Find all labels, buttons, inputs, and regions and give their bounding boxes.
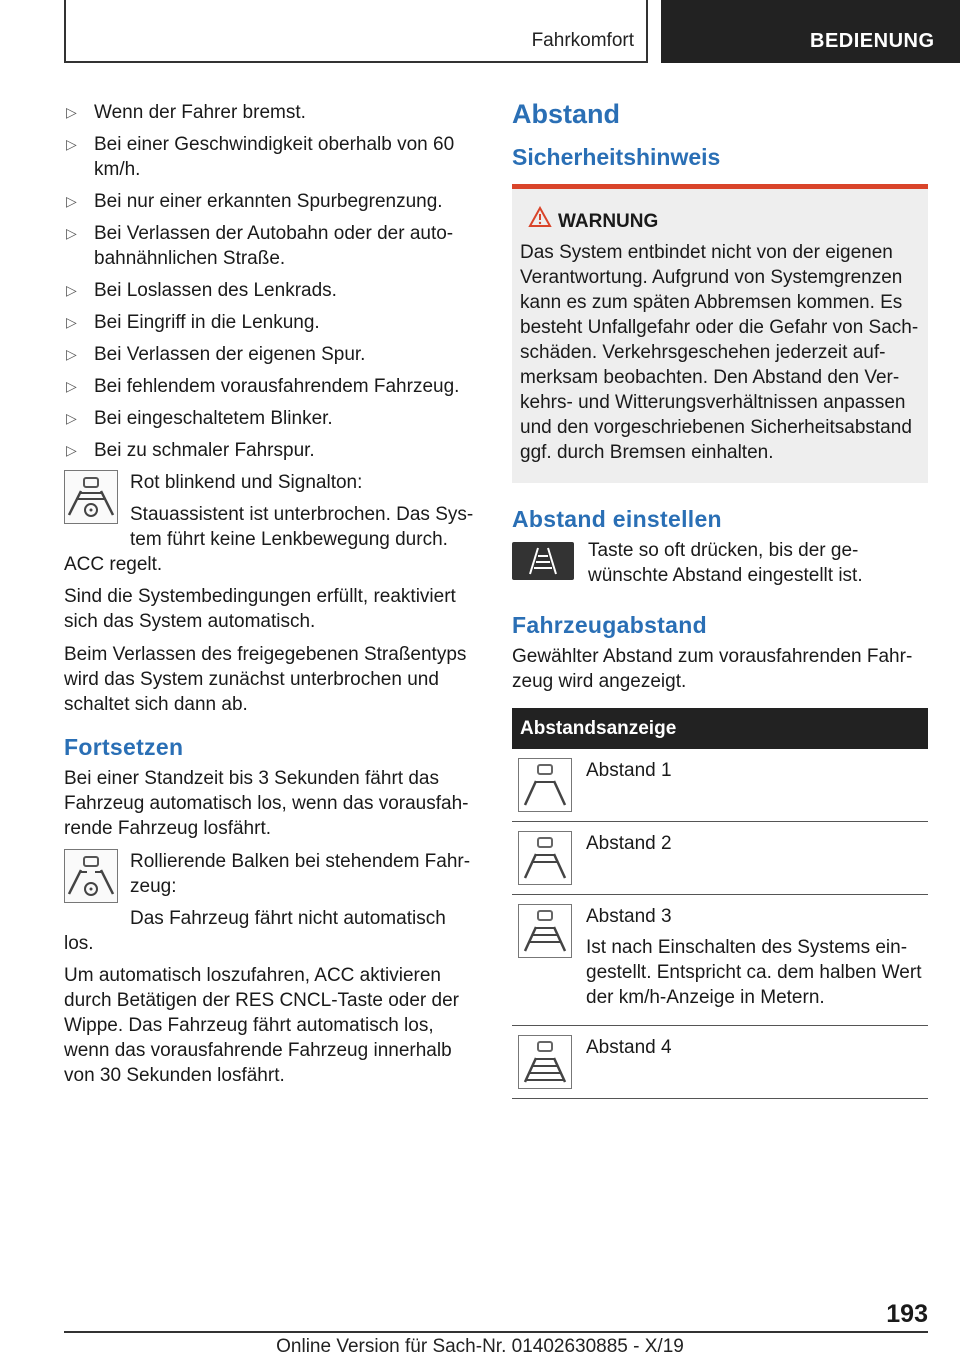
distance-label: Abstand 4 (586, 1037, 672, 1058)
distance-4-icon (518, 1035, 572, 1089)
rolling-bars-icon (64, 849, 118, 903)
list-item: ▷ Bei eingeschaltetem Blinker. (66, 408, 333, 429)
table-row (512, 749, 928, 822)
list-item: ▷ Wenn der Fahrer bremst. (66, 102, 306, 123)
abstand-einstellen-heading: Abstand einstellen (512, 506, 722, 532)
triangle-bullet-icon: ▷ (66, 104, 77, 120)
warning-text: Das System entbindet nicht von der eigenen Verantwortung. Aufgrund von Systemgrenzen kann es zum späten Abbremsen kommen. Es besteht Unfallgefahr oder die Gefahr von Sach-schäden. Verkehrsgeschehen jederzeit auf-merksam beobachten. Den Abstand den Ver-kehrs- und Witterungsverhältnissen anpassen und den vorgeschriebenen Sicherheitsabstand ggf. durch Bremsen einhalten. (520, 242, 919, 463)
icon2-line2: Das Fahrzeug fährt nicht automatisch los. (64, 908, 446, 954)
distance-button-icon (512, 542, 574, 580)
right-column (512, 100, 928, 1099)
distance-note: Ist nach Einschalten des Systems ein-gestellt. Entspricht ca. dem halben Wert der km/h-Anzeige in Metern. (586, 937, 922, 1008)
fortsetzen-heading: Fortsetzen (64, 734, 184, 760)
footer-divider (64, 1331, 928, 1333)
triangle-bullet-icon: ▷ (66, 136, 77, 152)
paragraph: Bei einer Standzeit bis 3 Sekunden fährt das Fahrzeug automatisch los, wenn das vorausfah-rende Fahrzeug losfährt. (64, 768, 469, 839)
table-row (512, 895, 928, 1026)
header-chapter-tab: BEDIENUNG (661, 0, 960, 63)
triangle-bullet-icon: ▷ (66, 442, 77, 458)
distance-label: Abstand 1 (586, 760, 672, 781)
footer-text: Online Version für Sach-Nr. 01402630885 - X/19 (276, 1336, 684, 1357)
fahrzeugabstand-heading: Fahrzeugabstand (512, 612, 707, 638)
triangle-bullet-icon: ▷ (66, 410, 77, 426)
triangle-bullet-icon: ▷ (66, 314, 77, 330)
list-item: ▷ Bei fehlendem vorausfahrendem Fahrzeug. (66, 376, 460, 397)
list-item: ▷ Bei einer Geschwindigkeit oberhalb von 60 km/h. (66, 134, 455, 180)
triangle-bullet-icon: ▷ (66, 378, 77, 394)
rolling-bars-note (64, 849, 476, 963)
list-item: ▷ Bei Verlassen der eigenen Spur. (66, 344, 366, 365)
warning-title: WARNUNG (520, 209, 920, 234)
list-item: ▷ Bei zu schmaler Fahrspur. (66, 440, 315, 461)
distance-3-icon (518, 904, 572, 958)
icon1-line1: Rot blinkend und Signalton: (130, 472, 363, 493)
triangle-bullet-icon: ▷ (66, 193, 77, 209)
paragraph: Um automatisch loszufahren, ACC aktivieren durch Betätigen der RES CNCL-Taste oder der Wippe. Das Fahrzeug fährt automatisch los, wenn das vorausfahrende Fahrzeug innerhalb von 30 Sekunden losfährt. (64, 965, 459, 1086)
distance-2-icon (518, 831, 572, 885)
list-item: ▷ Bei nur einer erkannten Spurbegrenzung. (66, 191, 443, 212)
table-header: Abstandsanzeige (512, 708, 928, 749)
distance-table (512, 708, 928, 1099)
triangle-bullet-icon: ▷ (66, 282, 77, 298)
safety-heading: Sicherheitshinweis (512, 144, 721, 170)
distance-1-icon (518, 758, 572, 812)
abstand-heading: Abstand (512, 99, 620, 129)
einstellen-text: Taste so oft drücken, bis der ge-wünschte Abstand eingestellt ist. (588, 540, 863, 586)
paragraph: Sind die Systembedingungen erfüllt, reaktiviert sich das System automatisch. (64, 586, 456, 632)
warning-box (512, 184, 928, 483)
table-row (512, 1026, 928, 1099)
lane-assist-red-icon (64, 470, 118, 524)
icon1-line2: Stauassistent ist unterbrochen. Das Sys-tem führt keine Lenkbewegung durch. ACC regelt. (64, 504, 474, 575)
distance-button-note (512, 538, 928, 595)
list-item: ▷ Bei Loslassen des Lenkrads. (66, 280, 337, 301)
header-section-title: Fahrkomfort (531, 30, 634, 51)
warning-triangle-icon (528, 206, 552, 235)
triangle-bullet-icon: ▷ (66, 346, 77, 362)
list-item: ▷ Bei Eingriff in die Lenkung. (66, 312, 320, 333)
triangle-bullet-icon: ▷ (66, 225, 77, 241)
fahrzeugabstand-text: Gewählter Abstand zum vorausfahrenden Fahr-zeug wird angezeigt. (512, 646, 913, 692)
table-row (512, 822, 928, 895)
left-column (64, 100, 476, 1096)
condition-list (64, 100, 476, 463)
list-item: ▷ Bei Verlassen der Autobahn oder der auto-bahnähnlichen Straße. (66, 223, 454, 269)
lane-assist-red-note (64, 470, 476, 584)
distance-label: Abstand 2 (586, 833, 672, 854)
icon2-line1: Rollierende Balken bei stehendem Fahr-zeug: (130, 851, 471, 897)
paragraph: Beim Verlassen des freigegebenen Straßentyps wird das System zunächst unterbrochen und schaltet sich dann ab. (64, 644, 467, 715)
page-number: 193 (886, 1300, 928, 1328)
distance-label: Abstand 3 (586, 906, 672, 927)
